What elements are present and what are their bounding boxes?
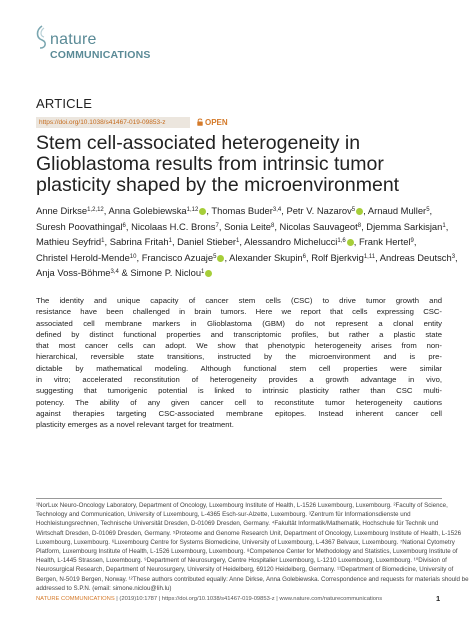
author-line	[36, 234, 456, 250]
author-affiliation-marker: 1,6	[337, 238, 346, 245]
author-affiliation-marker: 3,4	[272, 207, 282, 213]
abstract-line: plasticity emerges as a novel relevant target for treatment.	[36, 420, 234, 430]
abstract-line: hierarchical, reversible state transitions, instructed by the microenvironment and is pre-	[36, 352, 442, 362]
open-access-icon	[197, 118, 203, 126]
author-separator: ,	[445, 220, 449, 232]
author-line	[36, 265, 456, 281]
author-separator: ,	[429, 205, 433, 216]
author-separator: ,	[413, 236, 417, 248]
abstract-line: in vitro; accelerated reconstitution of heterogeneity provides a growth advantage in vivo,	[36, 375, 442, 385]
author-name[interactable]: Sonia Leite	[224, 220, 271, 232]
affiliation-line: Hochleistungsrechnen, Technische Universität Dresden, D-01069 Dresden, Germany. ⁴Fakultät Informatik/Mathematik, Hochschule für Technik und	[36, 520, 439, 528]
author-separator: ,	[375, 251, 380, 263]
abstract-line: potency. The ability of any given cancer cell to reconstitute tumor heterogeneity cautions	[36, 397, 442, 407]
abstract-line: resistance have been challenged in brain tumors. Here we report that cells expressing CSC-	[36, 307, 442, 317]
abstract-line: defined by distinct functional properties and transcriptomic profiles, but rather a plastic state	[36, 329, 442, 339]
author-separator: ,	[218, 220, 225, 232]
author-name[interactable]: Arnaud Muller	[367, 205, 427, 216]
orcid-icon[interactable]	[205, 270, 212, 277]
page-number: 1	[436, 594, 441, 603]
author-separator: ,	[125, 220, 132, 232]
affiliation-line: Wirtschaft Dresden, D-01069 Dresden, Germany. ⁵Proteome and Genome Research Unit, Department of Oncology, Luxembourg Institute of Health, L-1526	[36, 529, 462, 537]
abstract-line: against therapies targeting CSC-associated membrane epitopes. Instead inherent cancer cell	[36, 408, 442, 418]
author-name[interactable]: Djemma Sarkisjan	[366, 220, 443, 232]
logo-communications-text: COMMUNICATIONS	[50, 49, 151, 61]
author-name[interactable]: Anne Dirkse	[36, 205, 88, 216]
abstract-line: that most cancer cells can adopt. We show that phenotypic heterogeneity arises from non-	[36, 341, 442, 351]
author-separator: ,	[274, 220, 280, 232]
abstract-line: The identity and unique capacity of cancer stem cells (CSC) to drive tumor growth and	[36, 296, 442, 305]
author-separator: ,	[206, 205, 212, 216]
author-name[interactable]: Sabrina Fritah	[109, 236, 169, 248]
article-title: Stem cell-associated heterogeneity in Glioblastoma results from intrinsic tumor plasticity shaped by the microenvironment	[36, 132, 400, 196]
author-affiliation-marker: 8	[270, 222, 275, 229]
author-separator: ,	[239, 236, 245, 248]
author-separator: ,	[281, 205, 287, 216]
author-affiliation-marker: 1,11	[363, 253, 376, 260]
author-affiliation-marker: 7	[215, 222, 219, 229]
affiliation-line: Health, L-1445 Strassen, Luxembourg. ⁹Department of Neurosurgery, Centre Hospitalier Luxembourg, L-1210 Luxembourg, Luxembourg. ¹⁰Division of	[36, 557, 447, 565]
doi-link[interactable]: https://doi.org/10.1038/s41467-019-09853-z	[36, 117, 190, 128]
affiliation-line: Technology and Communication, University of Luxembourg, L-4365 Esch-sur-Alzette, Luxembourg. ³Zentrum für Informationsdienste und	[36, 511, 411, 519]
author-affiliation-marker: 10	[129, 253, 137, 260]
open-access-label: OPEN	[205, 118, 228, 127]
author-affiliation-marker: 1	[101, 238, 105, 245]
author-affiliation-marker: 1	[168, 238, 172, 245]
page-footer	[36, 596, 442, 602]
affiliation-line: addressed to S.P.N. (email: simone.niclou@lih.lu)	[36, 584, 172, 592]
orcid-icon[interactable]	[347, 239, 354, 246]
author-name[interactable]: Thomas Buder	[211, 205, 273, 216]
author-affiliation-marker: 1	[236, 238, 240, 245]
author-name[interactable]: Daniel Stieber	[177, 236, 237, 248]
author-name[interactable]: Anja Voss-Böhme	[36, 267, 111, 279]
author-separator: ,	[305, 251, 312, 263]
author-name[interactable]: Nicolas Sauvageot	[279, 220, 358, 232]
footer-journal-name: NATURE COMMUNICATIONS	[36, 596, 115, 602]
author-name[interactable]: Alessandro Michelucci	[244, 236, 338, 248]
nature-swirl-icon	[34, 24, 50, 50]
author-line	[36, 203, 456, 219]
author-list	[36, 203, 456, 281]
affiliation-line: Luxembourg, Luxembourg. ⁶Luxembourg Centre for Systems Biomedicine, University of Luxembourg, L-4367 Belvaux, Luxembourg. ⁷National Cytometry	[36, 538, 455, 546]
author-affiliation-marker: 1	[201, 269, 205, 276]
author-name[interactable]: Nicolaas H.C. Brons	[131, 220, 216, 232]
author-affiliation-marker: 1,12	[186, 207, 199, 213]
author-separator: ,	[455, 251, 458, 263]
author-name[interactable]: Frank Hertel	[358, 236, 411, 248]
affiliations	[36, 501, 469, 593]
author-name[interactable]: Anna Golebiewska	[108, 205, 187, 216]
author-name[interactable]: Mathieu Seyfrid	[36, 236, 102, 248]
author-name[interactable]: Christel Herold-Mende	[36, 251, 130, 263]
author-separator: ,	[136, 251, 142, 263]
journal-logo	[34, 24, 184, 66]
author-separator: ,	[353, 236, 359, 248]
author-affiliation-marker: 6	[122, 222, 126, 229]
author-separator: ,	[104, 236, 110, 248]
abstract-line: dictable by mathematical modeling. Although functional stem cell properties were similar	[36, 363, 442, 373]
author-separator: ,	[103, 205, 109, 216]
abstract-line: associated cell membrane markers in Glioblastoma (GBM) do not represent a clonal entity	[36, 318, 442, 328]
author-name[interactable]: Rolf Bjerkvig	[311, 251, 364, 263]
affiliation-line: Neurosurgical Research, Department of Neurosurgery, University of Heidelberg, 69120 Heidelberg, Germany. ¹¹Department of Biomedicine, University of	[36, 566, 454, 574]
author-separator: ,	[171, 236, 178, 248]
author-affiliation-marker: 1	[442, 222, 446, 229]
author-affiliation-marker: 3	[451, 253, 456, 260]
author-name[interactable]: Petr V. Nazarov	[286, 205, 352, 216]
affiliation-line: ¹NorLux Neuro-Oncology Laboratory, Department of Oncology, Luxembourg Institute of Health, L-1526 Luxembourg, Luxembourg. ²Faculty of Science,	[36, 502, 448, 509]
author-separator: &	[118, 267, 131, 279]
author-affiliation-marker: 6	[302, 253, 306, 260]
author-name[interactable]: Suresh Poovathingal	[36, 220, 123, 232]
author-affiliation-marker: 1,2,12	[87, 207, 104, 213]
author-name[interactable]: Andreas Deutsch	[379, 251, 452, 263]
footer-citation[interactable]: | (2019)10:1787 | https://doi.org/10.1038/s41467-019-09853-z | www.nature.com/naturecommunications	[114, 596, 383, 602]
abstract	[36, 295, 442, 431]
abstract-line: suggesting that tumorigenic potential is linked to intrinsic plasticity rather than CSC multi-	[36, 386, 442, 396]
author-line	[36, 219, 456, 235]
affiliation-line: Platform, Luxembourg Institute of Health, L-1526 Luxembourg, Luxembourg. ⁸Competence Center for Methodology and Statistics, Luxembourg Institute of	[36, 548, 458, 556]
author-separator: ,	[361, 220, 367, 232]
affiliation-line: Bergen, N-5019 Bergen, Norway. ¹²These authors contributed equally: Anne Dirkse, Anna Golebiewska. Correspondence and requests for materials should be	[36, 575, 469, 583]
author-affiliation-marker: 9	[410, 238, 414, 245]
author-separator: ,	[224, 251, 230, 263]
author-name[interactable]: Alexander Skupin	[229, 251, 303, 263]
article-type-label: ARTICLE	[36, 96, 93, 111]
author-separator: ,	[363, 205, 368, 216]
author-affiliation-marker: 5	[426, 207, 430, 213]
author-affiliation-marker: 5	[351, 207, 356, 213]
author-name[interactable]: Francisco Azuaje	[141, 251, 214, 263]
author-name[interactable]: Simone P. Niclou	[130, 267, 202, 279]
author-affiliation-marker: 3,4	[110, 269, 119, 276]
affiliation-divider	[36, 498, 442, 499]
logo-nature-text: nature	[50, 31, 97, 48]
author-line	[36, 250, 456, 266]
author-affiliation-marker: 5	[213, 253, 217, 260]
author-affiliation-marker: 8	[357, 222, 362, 229]
